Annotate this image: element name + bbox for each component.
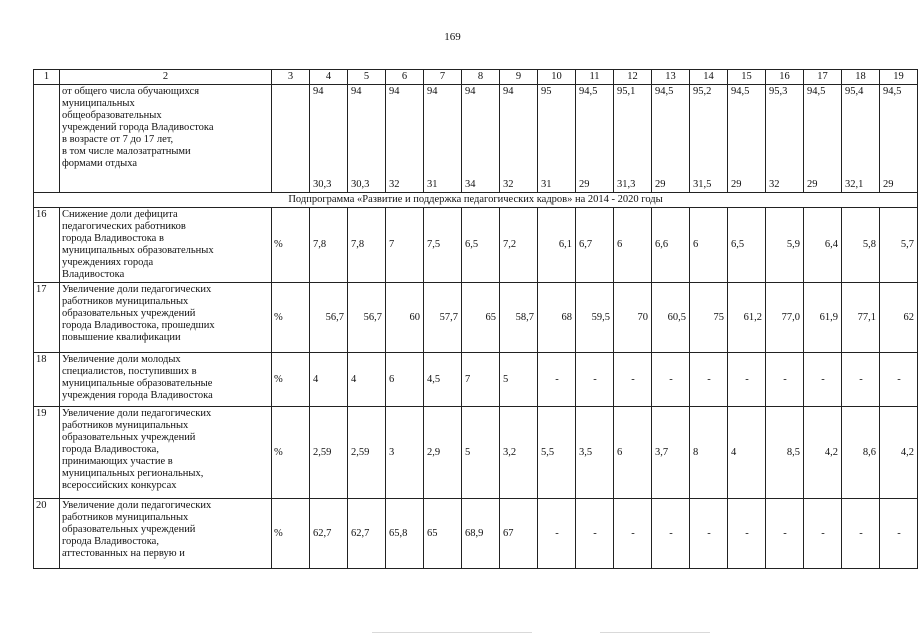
column-number: 15 <box>728 70 766 85</box>
value-cell <box>310 85 348 193</box>
value-cell <box>386 85 424 193</box>
value-total: 94,5 <box>579 86 598 97</box>
value-cell: 4,2 <box>804 407 842 499</box>
value-cell: - <box>728 353 766 407</box>
value-cell: 6,5 <box>728 208 766 283</box>
value-cell: - <box>538 353 576 407</box>
indicator-row <box>34 353 918 407</box>
value-cell: - <box>842 499 880 569</box>
value-cell: 70 <box>614 283 652 353</box>
indicator-description <box>60 353 272 407</box>
description-line: муниципальных образовательных <box>62 245 214 256</box>
value-total: 95,4 <box>845 86 864 97</box>
indicators-table <box>33 69 918 569</box>
value-cell: 6 <box>614 407 652 499</box>
scan-artifact <box>600 632 710 633</box>
value-cell: - <box>614 353 652 407</box>
column-number: 16 <box>766 70 804 85</box>
value-cell: - <box>766 353 804 407</box>
indicator-row <box>34 499 918 569</box>
value-cell: 5,9 <box>766 208 804 283</box>
value-cell: 8,5 <box>766 407 804 499</box>
description-line: принимающих участие в <box>62 456 173 467</box>
value-total: 94 <box>313 86 324 97</box>
value-cell: 3,2 <box>500 407 538 499</box>
value-cell: 56,7 <box>348 283 386 353</box>
value-cell: 5 <box>500 353 538 407</box>
value-cell: 5 <box>462 407 500 499</box>
value-cell: 4,2 <box>880 407 918 499</box>
column-number: 3 <box>272 70 310 85</box>
value-cell <box>538 85 576 193</box>
value-cell: 6 <box>690 208 728 283</box>
column-number-row <box>34 70 918 85</box>
value-total: 94 <box>389 86 400 97</box>
value-cell <box>576 85 614 193</box>
description-line: педагогических работников <box>62 221 186 232</box>
column-number: 17 <box>804 70 842 85</box>
description-line: учреждениях города <box>62 257 154 268</box>
column-number: 5 <box>348 70 386 85</box>
value-cell: 7,5 <box>424 208 462 283</box>
continuation-row <box>34 85 918 193</box>
description-line: в том числе малозатратными <box>62 146 191 157</box>
value-total: 94,5 <box>731 86 750 97</box>
value-cell: 75 <box>690 283 728 353</box>
value-cell: 61,2 <box>728 283 766 353</box>
indicator-description <box>60 407 272 499</box>
description-line: Увеличение доли педагогических <box>62 500 212 511</box>
value-total: 94,5 <box>883 86 902 97</box>
indicator-row <box>34 407 918 499</box>
value-cell: 3,5 <box>576 407 614 499</box>
column-number: 4 <box>310 70 348 85</box>
column-number: 8 <box>462 70 500 85</box>
description-line: работников муниципальных <box>62 512 189 523</box>
unit-cell <box>272 85 310 193</box>
indicator-description <box>60 283 272 353</box>
description-line: Снижение доли дефицита <box>62 209 178 220</box>
value-cell: - <box>728 499 766 569</box>
indicator-row <box>34 208 918 283</box>
column-number: 14 <box>690 70 728 85</box>
value-cell: 68 <box>538 283 576 353</box>
unit-cell: % <box>272 208 310 283</box>
value-cell: 65 <box>424 499 462 569</box>
value-total: 94 <box>427 86 438 97</box>
description-line: Владивостока <box>62 269 125 280</box>
subprogram-title: Подпрограмма «Развитие и поддержка педагогических кадров» на 2014 - 2020 годы <box>34 193 918 208</box>
value-low-cost: 30,3 <box>351 179 370 190</box>
value-cell: 6,4 <box>804 208 842 283</box>
value-cell <box>424 85 462 193</box>
value-cell: 6,7 <box>576 208 614 283</box>
description-line: образовательных учреждений <box>62 308 196 319</box>
value-total: 95,3 <box>769 86 788 97</box>
value-low-cost: 29 <box>807 179 818 190</box>
description-line: муниципальные образовательные <box>62 378 213 389</box>
column-number: 6 <box>386 70 424 85</box>
value-cell <box>652 85 690 193</box>
value-cell: 4,5 <box>424 353 462 407</box>
value-cell: - <box>880 353 918 407</box>
indicator-description <box>60 499 272 569</box>
value-cell: 68,9 <box>462 499 500 569</box>
value-cell: 65,8 <box>386 499 424 569</box>
value-cell: - <box>690 353 728 407</box>
value-cell: 6,6 <box>652 208 690 283</box>
description-line: города Владивостока в <box>62 233 164 244</box>
column-number: 11 <box>576 70 614 85</box>
value-cell <box>728 85 766 193</box>
value-cell: 4 <box>310 353 348 407</box>
value-total: 94 <box>503 86 514 97</box>
value-cell <box>614 85 652 193</box>
row-number: 19 <box>34 407 60 499</box>
value-cell: 5,5 <box>538 407 576 499</box>
description-line: учреждений города Владивостока <box>62 122 214 133</box>
value-total: 94,5 <box>655 86 674 97</box>
value-cell: 3,7 <box>652 407 690 499</box>
value-cell: - <box>538 499 576 569</box>
value-cell: 2,59 <box>348 407 386 499</box>
value-cell: 4 <box>728 407 766 499</box>
indicator-description <box>60 85 272 193</box>
unit-cell: % <box>272 283 310 353</box>
column-number: 7 <box>424 70 462 85</box>
row-number <box>34 85 60 193</box>
indicator-row <box>34 283 918 353</box>
value-cell: 58,7 <box>500 283 538 353</box>
description-line: работников муниципальных <box>62 420 189 431</box>
unit-cell: % <box>272 407 310 499</box>
row-number: 16 <box>34 208 60 283</box>
value-cell: 67 <box>500 499 538 569</box>
value-low-cost: 34 <box>465 179 476 190</box>
column-number: 10 <box>538 70 576 85</box>
value-cell: - <box>842 353 880 407</box>
value-cell: 3 <box>386 407 424 499</box>
value-cell <box>766 85 804 193</box>
value-low-cost: 29 <box>579 179 590 190</box>
value-cell: 2,59 <box>310 407 348 499</box>
value-cell: 77,1 <box>842 283 880 353</box>
description-line: города Владивостока, <box>62 536 159 547</box>
description-line: формами отдыха <box>62 158 137 169</box>
value-total: 95,1 <box>617 86 636 97</box>
description-line: работников муниципальных <box>62 296 189 307</box>
value-cell: 8,6 <box>842 407 880 499</box>
description-line: образовательных учреждений <box>62 524 196 535</box>
description-line: муниципальных <box>62 98 135 109</box>
description-line: муниципальных региональных, <box>62 468 204 479</box>
value-cell: 62,7 <box>348 499 386 569</box>
column-number: 18 <box>842 70 880 85</box>
value-cell <box>880 85 918 193</box>
value-cell: 6,5 <box>462 208 500 283</box>
value-low-cost: 29 <box>655 179 666 190</box>
description-line: от общего числа обучающихся <box>62 86 200 97</box>
value-cell: 62 <box>880 283 918 353</box>
value-low-cost: 32 <box>503 179 514 190</box>
column-number: 2 <box>60 70 272 85</box>
description-line: города Владивостока, <box>62 444 159 455</box>
value-cell: - <box>880 499 918 569</box>
value-cell: 5,8 <box>842 208 880 283</box>
value-cell: - <box>576 499 614 569</box>
value-total: 94,5 <box>807 86 826 97</box>
page-number: 169 <box>444 31 461 43</box>
value-low-cost: 30,3 <box>313 179 332 190</box>
value-low-cost: 31 <box>541 179 552 190</box>
description-line: образовательных учреждений <box>62 432 196 443</box>
value-cell: 65 <box>462 283 500 353</box>
value-cell: - <box>804 499 842 569</box>
value-cell: 7,8 <box>310 208 348 283</box>
value-low-cost: 29 <box>731 179 742 190</box>
value-cell <box>348 85 386 193</box>
row-number: 18 <box>34 353 60 407</box>
description-line: Увеличение доли педагогических <box>62 408 212 419</box>
description-line: Увеличение доли молодых <box>62 354 181 365</box>
value-cell: - <box>766 499 804 569</box>
value-cell <box>462 85 500 193</box>
value-total: 95,2 <box>693 86 712 97</box>
value-cell: 61,9 <box>804 283 842 353</box>
column-number: 13 <box>652 70 690 85</box>
row-number: 17 <box>34 283 60 353</box>
row-number: 20 <box>34 499 60 569</box>
value-low-cost: 32 <box>389 179 400 190</box>
column-number: 12 <box>614 70 652 85</box>
value-low-cost: 31,3 <box>617 179 636 190</box>
value-cell: - <box>652 499 690 569</box>
value-cell: - <box>690 499 728 569</box>
column-number: 19 <box>880 70 918 85</box>
description-line: общеобразовательных <box>62 110 162 121</box>
value-cell: 57,7 <box>424 283 462 353</box>
description-line: Увеличение доли педагогических <box>62 284 212 295</box>
value-cell <box>842 85 880 193</box>
value-cell: 60,5 <box>652 283 690 353</box>
value-cell: 8 <box>690 407 728 499</box>
value-cell: 59,5 <box>576 283 614 353</box>
value-cell: 6 <box>386 353 424 407</box>
subprogram-row <box>34 193 918 208</box>
value-cell: - <box>652 353 690 407</box>
value-cell: - <box>804 353 842 407</box>
value-cell: - <box>614 499 652 569</box>
unit-cell: % <box>272 353 310 407</box>
value-cell: 6 <box>614 208 652 283</box>
column-number: 9 <box>500 70 538 85</box>
description-line: в возрасте от 7 до 17 лет, <box>62 134 174 145</box>
value-low-cost: 31,5 <box>693 179 712 190</box>
value-cell: 5,7 <box>880 208 918 283</box>
value-cell: 2,9 <box>424 407 462 499</box>
value-cell <box>804 85 842 193</box>
value-cell: - <box>576 353 614 407</box>
value-cell: 4 <box>348 353 386 407</box>
description-line: города Владивостока, прошедших <box>62 320 215 331</box>
description-line: учреждения города Владивостока <box>62 390 213 401</box>
value-cell: 7,8 <box>348 208 386 283</box>
value-total: 94 <box>465 86 476 97</box>
value-cell <box>500 85 538 193</box>
description-line: специалистов, поступивших в <box>62 366 197 377</box>
value-cell: 56,7 <box>310 283 348 353</box>
value-low-cost: 31 <box>427 179 438 190</box>
value-cell: 77,0 <box>766 283 804 353</box>
value-cell: 6,1 <box>538 208 576 283</box>
value-cell <box>690 85 728 193</box>
value-total: 95 <box>541 86 552 97</box>
unit-cell: % <box>272 499 310 569</box>
indicator-description <box>60 208 272 283</box>
description-line: всероссийских конкурсах <box>62 480 177 491</box>
value-low-cost: 32,1 <box>845 179 864 190</box>
value-low-cost: 29 <box>883 179 894 190</box>
value-cell: 62,7 <box>310 499 348 569</box>
description-line: аттестованных на первую и <box>62 548 185 559</box>
value-total: 94 <box>351 86 362 97</box>
value-cell: 60 <box>386 283 424 353</box>
scan-artifact <box>372 632 532 633</box>
column-number: 1 <box>34 70 60 85</box>
value-cell: 7,2 <box>500 208 538 283</box>
description-line: повышение квалификации <box>62 332 181 343</box>
value-low-cost: 32 <box>769 179 780 190</box>
value-cell: 7 <box>386 208 424 283</box>
value-cell: 7 <box>462 353 500 407</box>
